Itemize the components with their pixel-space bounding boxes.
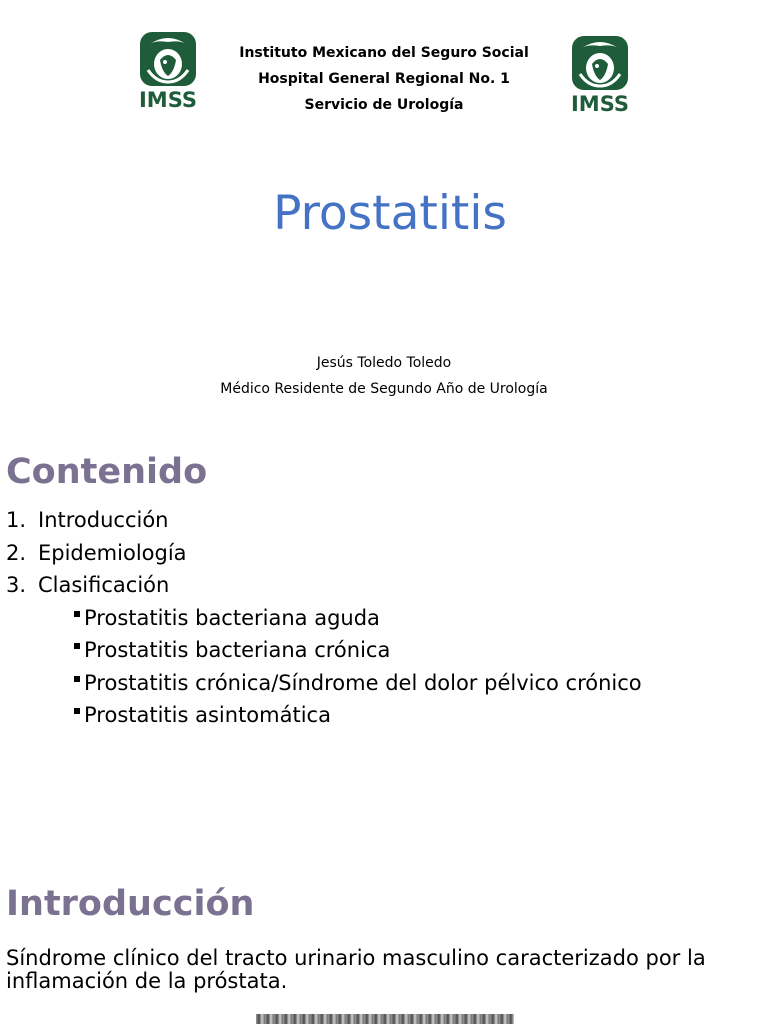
imss-logo-right [566,34,632,114]
institution-header [200,40,568,118]
presentation-title: Prostatitis [273,186,507,241]
imss-emblem-icon [566,34,632,114]
hospital-name: Hospital General Regional No. 1 [258,71,510,87]
sub-list-item [6,634,642,667]
sub-list-item-label: Prostatitis bacteriana crónica [84,638,391,662]
sub-list-item [6,602,642,635]
institution-name: Instituto Mexicano del Seguro Social [239,45,529,61]
imss-emblem-icon [134,30,200,110]
introduction-heading: Introducción [6,884,255,924]
contents-list [6,504,642,732]
list-item-label: Clasificación [38,573,170,597]
sub-list-item-label: Prostatitis crónica/Síndrome del dolor pélvico crónico [84,670,642,695]
square-bullet-icon [74,611,80,617]
list-item [6,537,642,570]
square-bullet-icon [74,676,80,682]
imss-logo-left [134,30,200,110]
square-bullet-icon [74,708,80,714]
list-item-number: 1. [6,508,27,532]
list-item-number: 2. [6,540,27,565]
list-item-label: Epidemiología [38,540,187,565]
list-item [6,569,642,602]
list-item-label: Introducción [38,508,169,532]
sub-list-item-label: Prostatitis asintomática [84,703,331,727]
department-name: Servicio de Urología [304,97,464,113]
square-bullet-icon [74,643,80,649]
author-block [0,350,768,402]
list-item-number: 3. [6,573,27,597]
author-role: Médico Residente de Segundo Año de Urología [220,381,548,397]
sub-list-item-label: Prostatitis bacteriana aguda [84,605,380,630]
logo-text: IMSS [570,92,630,114]
introduction-text: Síndrome clínico del tracto urinario masculino caracterizado por la inflamación de la próstata. [6,946,706,993]
author-name: Jesús Toledo Toledo [316,355,452,371]
list-item [6,504,642,537]
histology-image [256,1014,514,1024]
logo-text: IMSS [138,88,198,110]
sub-list-item [6,699,642,732]
contents-heading: Contenido [6,452,208,492]
sub-list-item [6,667,642,700]
